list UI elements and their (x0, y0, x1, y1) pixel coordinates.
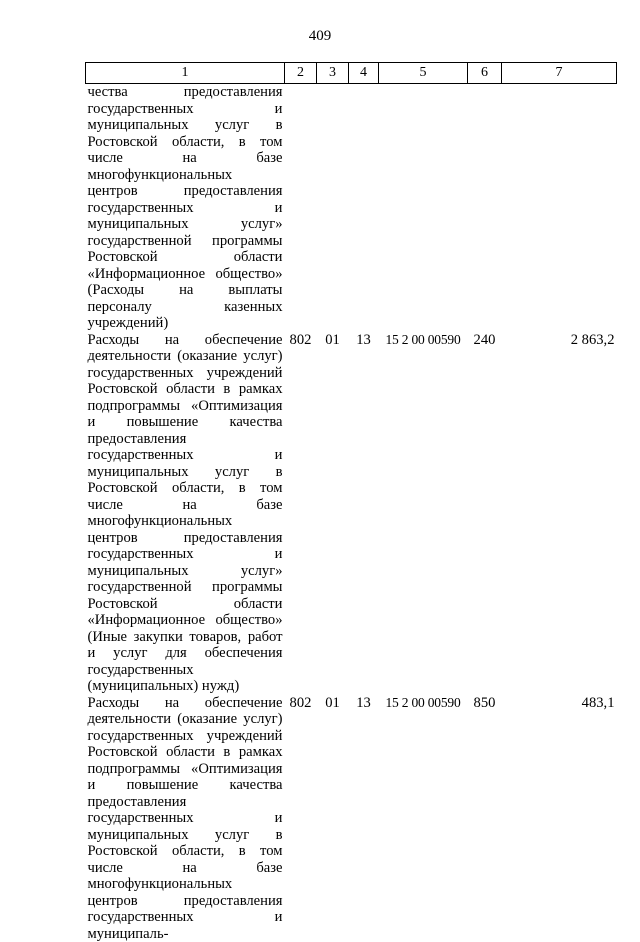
row-description: Расходы на обеспечение деятельности (оказание услуг) государственных учреждений Ростовской области в рамках подпрограммы «Оптимизация и повышение качества предоставления государственных и муниципальных услуг в Ростовской области, в том числе на базе многофункциональных центров предоставления государственных и муниципальных услуг» государственной программы Ростовской области «Информационное общество» (Иные закупки товаров, работ и услуг для обеспечения государственных (муниципальных) нужд) (86, 332, 285, 695)
row-expense-type: 240 (468, 332, 502, 695)
row-subsection: 13 (349, 332, 379, 695)
row-amount: 483,1 (502, 695, 617, 942)
header-row (86, 63, 617, 84)
table-row (86, 332, 617, 695)
col-header-expense-type: 6 (468, 63, 502, 84)
col-header-description: 1 (86, 63, 285, 84)
row-description: Расходы на обеспечение деятельности (оказание услуг) государственных учреждений Ростовской области в рамках подпрограммы «Оптимизация и повышение качества предоставления государственных и муниципальных услуг в Ростовской области, в том числе на базе многофункциональных центров предоставления государственных и муниципаль- (86, 695, 285, 942)
row-ministry (285, 84, 317, 332)
page-number: 409 (0, 27, 640, 45)
row-amount: 2 863,2 (502, 332, 617, 695)
row-target-article (379, 84, 468, 332)
row-target-article: 15 2 00 00590 (379, 332, 468, 695)
row-subsection (349, 84, 379, 332)
row-ministry: 802 (285, 332, 317, 695)
row-target-article: 15 2 00 00590 (379, 695, 468, 942)
col-header-subsection: 4 (349, 63, 379, 84)
budget-table (85, 62, 617, 942)
row-expense-type: 850 (468, 695, 502, 942)
col-header-section: 3 (317, 63, 349, 84)
row-ministry: 802 (285, 695, 317, 942)
col-header-target-article: 5 (379, 63, 468, 84)
row-subsection: 13 (349, 695, 379, 942)
col-header-ministry: 2 (285, 63, 317, 84)
row-description: чества предоставления государственных и муниципальных услуг в Ростовской области, в том числе на базе многофункциональных центров предоставления государственных и муниципальных услуг» государственной программы Ростовской области «Информационное общество» (Расходы на выплаты персоналу казенных учреждений) (86, 84, 285, 332)
row-section (317, 84, 349, 332)
col-header-amount: 7 (502, 63, 617, 84)
row-section: 01 (317, 695, 349, 942)
row-expense-type (468, 84, 502, 332)
row-section: 01 (317, 332, 349, 695)
row-amount (502, 84, 617, 332)
table-row (86, 84, 617, 332)
